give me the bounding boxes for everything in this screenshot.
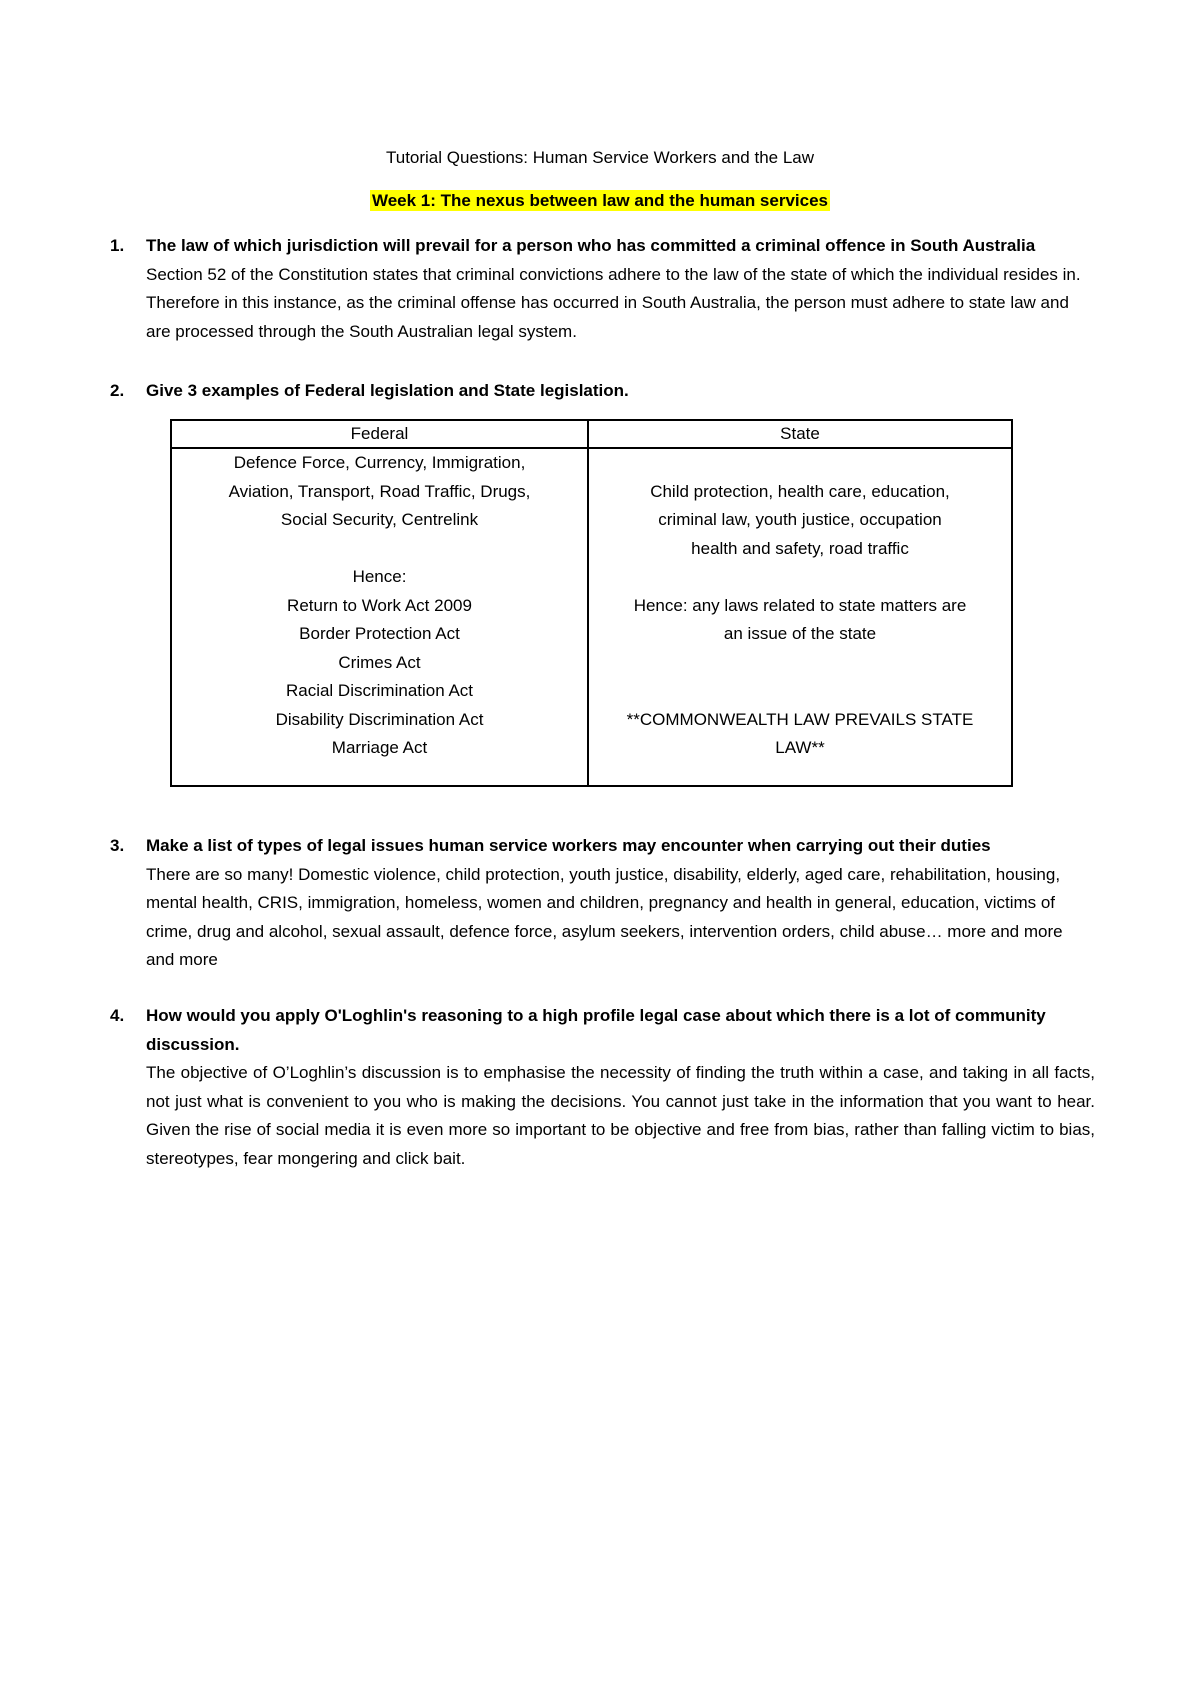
question-body xyxy=(146,1002,1095,1173)
federal-cell xyxy=(171,448,588,786)
question-text: The law of which jurisdiction will prevail for a person who has committed a criminal offence in South Australia xyxy=(146,236,1036,255)
state-area-line: health and safety, road traffic xyxy=(691,538,909,558)
spacer xyxy=(178,535,581,564)
question-2 xyxy=(110,377,1095,406)
question-text: How would you apply O'Loghlin's reasoning to a high profile legal case about which there is a lot of community discussion. xyxy=(146,1006,1046,1054)
state-column-header: State xyxy=(588,420,1012,448)
commonwealth-note-line: LAW** xyxy=(775,738,825,757)
question-answer: The objective of O’Loghlin’s discussion is to emphasise the necessity of finding the truth within a case, and taking in all facts, not just what is convenient to you who is making the decisions. You cannot just take in the information that you want to hear. Given the rise of social media it is even more so important to be objective and free from bias, rather than falling victim to bias, stereotypes, fear mongering and click bait. xyxy=(146,1063,1095,1168)
federal-area-line: Social Security, Centrelink xyxy=(280,510,479,529)
federal-act: Disability Discrimination Act xyxy=(275,709,484,729)
federal-act: Crimes Act xyxy=(338,652,421,672)
question-3 xyxy=(110,832,1095,975)
commonwealth-note-line: **COMMONWEALTH LAW PREVAILS STATE xyxy=(626,709,974,729)
question-body xyxy=(146,232,1095,346)
state-hence-line: Hence: any laws related to state matters are xyxy=(633,595,967,615)
federal-act: Marriage Act xyxy=(331,738,428,757)
document-title: Tutorial Questions: Human Service Workers and the Law xyxy=(385,148,815,167)
spacer xyxy=(595,563,1005,592)
question-answer: Section 52 of the Constitution states that criminal convictions adhere to the law of the state of which the individual resides in. Therefore in this instance, as the criminal offense has occurred in South Australia, the person must adhere to state law and are processed through the South Australian legal system. xyxy=(146,264,1081,341)
state-area-line: criminal law, youth justice, occupation xyxy=(658,510,942,529)
week-heading-wrapper xyxy=(0,190,1200,212)
table-header-row xyxy=(171,420,1012,448)
question-answer: There are so many! Domestic violence, child protection, youth justice, disability, elderly, aged care, rehabilitation, housing, mental health, CRIS, immigration, homeless, women and children, pregnancy and health in general, education, victims of crime, drug and alcohol, sexual assault, defence force, asylum seekers, intervention orders, child abuse… more and more and more xyxy=(146,864,1063,969)
question-body xyxy=(146,377,1095,406)
legislation-table xyxy=(170,419,1013,787)
federal-column-header: Federal xyxy=(171,420,588,448)
question-1 xyxy=(110,232,1095,346)
question-number: 3. xyxy=(110,836,125,855)
federal-act: Racial Discrimination Act xyxy=(285,681,474,700)
question-number: 1. xyxy=(110,236,125,255)
table-body-row xyxy=(171,448,1012,786)
question-number: 4. xyxy=(110,1006,125,1025)
federal-act: Border Protection Act xyxy=(299,624,460,643)
question-text: Make a list of types of legal issues human service workers may encounter when carrying out their duties xyxy=(146,836,991,855)
question-text: Give 3 examples of Federal legislation and State legislation. xyxy=(146,381,629,400)
spacer xyxy=(595,677,1005,706)
question-4 xyxy=(110,1002,1095,1173)
state-cell xyxy=(588,448,1012,786)
federal-area-line: Defence Force, Currency, Immigration, xyxy=(233,453,526,472)
spacer xyxy=(595,449,1005,478)
spacer xyxy=(595,649,1005,678)
state-area-line: Child protection, health care, education, xyxy=(650,481,950,501)
federal-hence-label: Hence: xyxy=(352,567,407,586)
federal-act: Return to Work Act 2009 xyxy=(287,595,472,615)
state-hence-line: an issue of the state xyxy=(723,624,877,643)
federal-area-line: Aviation, Transport, Road Traffic, Drugs, xyxy=(228,481,531,501)
question-body xyxy=(146,832,1095,975)
question-number: 2. xyxy=(110,381,125,400)
week-heading: Week 1: The nexus between law and the human services xyxy=(371,191,828,210)
